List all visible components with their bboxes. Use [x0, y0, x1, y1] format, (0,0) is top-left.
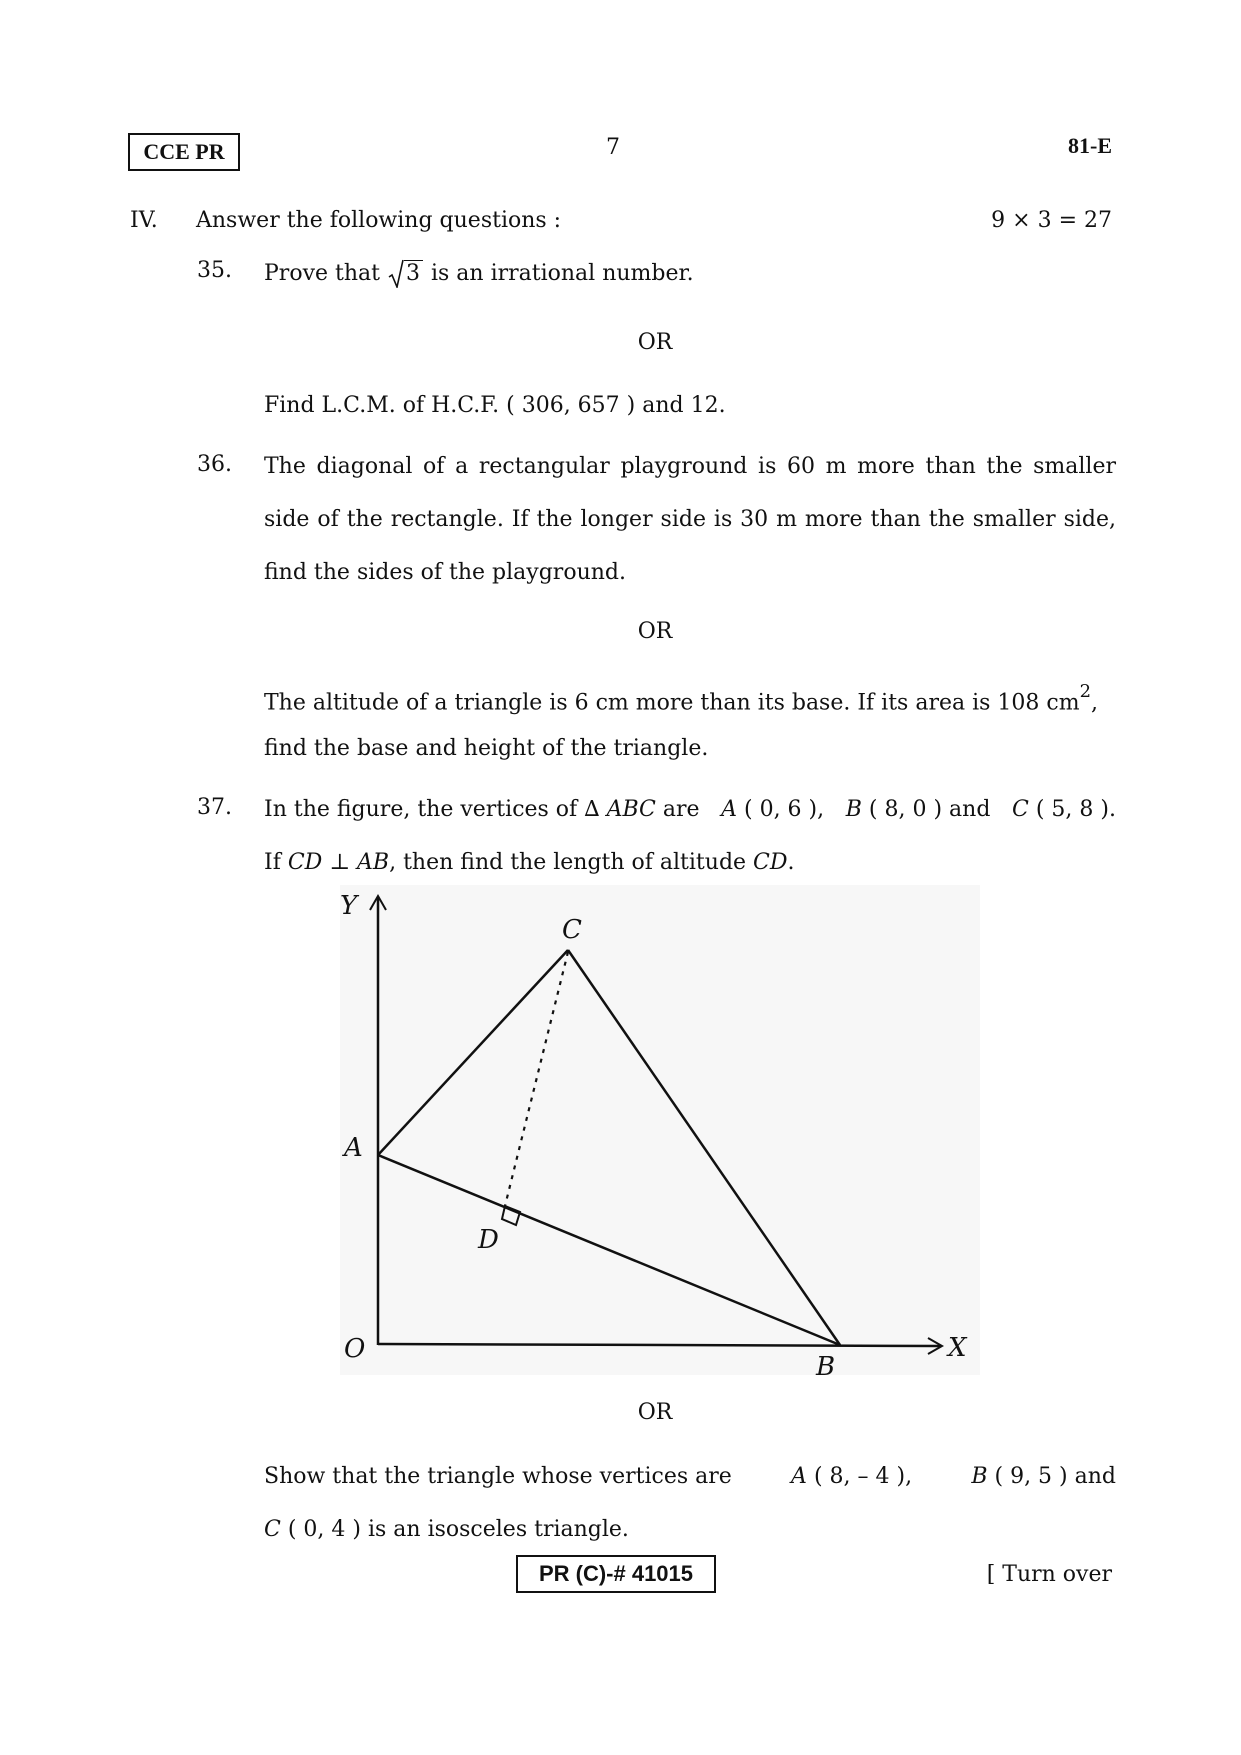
page-number: 7: [606, 135, 620, 160]
label-d: D: [478, 1225, 499, 1255]
triangle-figure: [330, 880, 1010, 1380]
section-instruction: Answer the following questions :: [196, 208, 562, 233]
section-numeral: IV.: [130, 208, 158, 233]
q37-alt-line-2: C ( 0, 4 ) is an isosceles triangle.: [264, 1517, 629, 1542]
q35-text: Prove that 3 is an irrational number.: [264, 258, 694, 289]
or-separator: OR: [637, 619, 673, 644]
q35-alternative: Find L.C.M. of H.C.F. ( 306, 657 ) and 12.: [264, 393, 726, 418]
section-marks: 9 × 3 = 27: [991, 208, 1112, 233]
label-b: B: [816, 1352, 836, 1380]
label-a: A: [344, 1133, 363, 1163]
turn-over-note: [ Turn over: [986, 1562, 1112, 1587]
figure-background: [340, 885, 980, 1375]
or-separator: OR: [637, 1400, 673, 1425]
footer-code: PR (C)-# 41015: [516, 1555, 716, 1593]
q36-alt-line-2: find the base and height of the triangle.: [264, 736, 709, 761]
q36-alt-line-1: The altitude of a triangle is 6 cm more than its base. If its area is 108 $cm^2$,: [264, 681, 1099, 716]
question-number-37: 37.: [197, 795, 232, 820]
label-x: X: [948, 1333, 967, 1363]
header-box-label: CCE PR: [128, 133, 240, 171]
label-y: Y: [340, 891, 358, 921]
or-separator: OR: [637, 330, 673, 355]
question-number-35: 35.: [197, 258, 232, 283]
label-o: O: [344, 1334, 366, 1364]
sqrt-symbol: 3: [388, 258, 423, 289]
question-number-36: 36.: [197, 452, 232, 477]
q37-line-1: In the figure, the vertices of ∆ ABC are A ( 0, 6 ), B ( 8, 0 ) and C ( 5, 8 ).: [264, 797, 1116, 822]
q36-line-3: find the sides of the playground.: [264, 560, 626, 585]
label-c: C: [562, 915, 582, 945]
q37-line-2: If CD ⊥ AB, then find the length of altitude CD.: [264, 850, 795, 875]
q37-alt-line-1: Show that the triangle whose vertices are A ( 8, – 4 ), B ( 9, 5 ) and: [264, 1464, 1116, 1489]
q36-line-1: The diagonal of a rectangular playground is 60 m more than the smaller: [264, 454, 1116, 479]
paper-code: 81-E: [1068, 133, 1112, 158]
q36-line-2: side of the rectangle. If the longer side is 30 m more than the smaller side,: [264, 507, 1116, 532]
